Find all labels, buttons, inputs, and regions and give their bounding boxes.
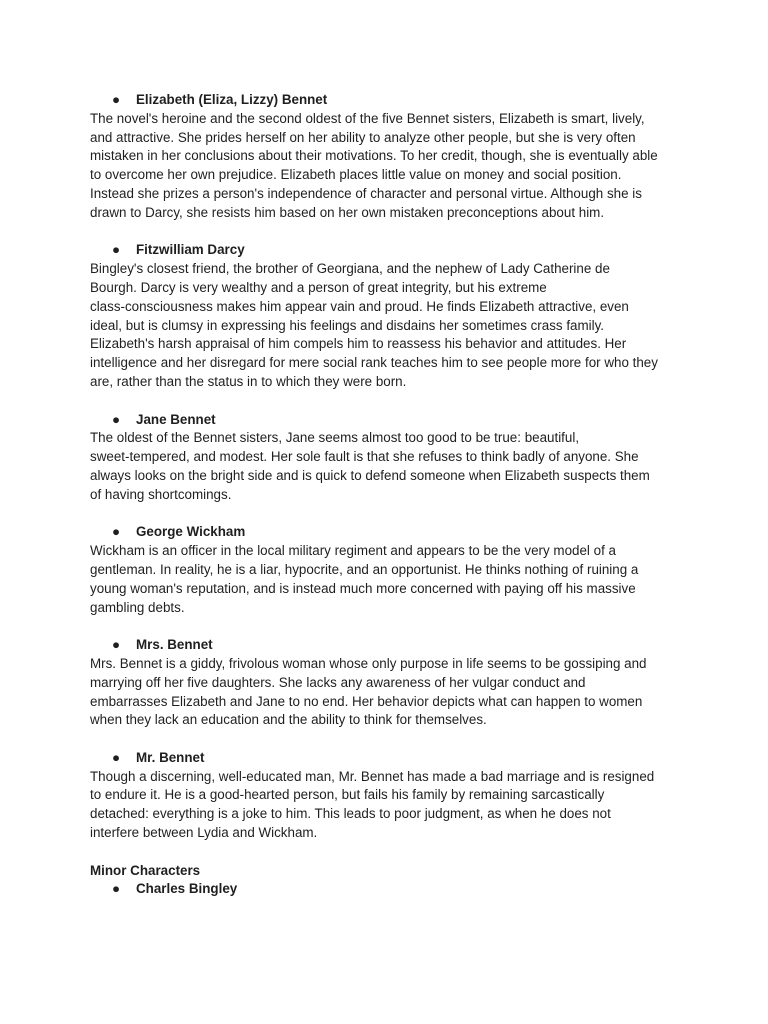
bullet-icon: ●: [112, 242, 121, 258]
character-name: Mrs. Bennet: [136, 637, 213, 653]
character-heading: [90, 91, 690, 110]
text-line: detached: everything is a joke to him. This leads to poor judgment, as when he does not: [90, 806, 611, 822]
text-line: sweet-tempered, and modest. Her sole fault is that she refuses to think badly of anyone. She: [90, 449, 639, 465]
text-line: Mrs. Bennet is a giddy, frivolous woman whose only purpose in life seems to be gossiping and: [90, 655, 647, 671]
character-section: [90, 749, 690, 843]
character-name: Mr. Bennet: [136, 749, 205, 765]
text-line: The oldest of the Bennet sisters, Jane seems almost too good to be true: beautiful,: [90, 430, 580, 446]
character-description: [90, 429, 690, 504]
character-heading: [90, 411, 690, 430]
minor-characters-heading: Minor Characters: [90, 862, 201, 878]
minor-characters-section: [90, 862, 690, 900]
character-section: [90, 523, 690, 617]
character-name: Jane Bennet: [136, 411, 216, 427]
text-line: always looks on the bright side and is quick to defend someone when Elizabeth suspects them: [90, 467, 650, 483]
text-line: Wickham is an officer in the local military regiment and appears to be the very model of a: [90, 543, 616, 559]
character-name: George Wickham: [136, 524, 246, 540]
bullet-icon: ●: [112, 881, 121, 897]
text-line: Bourgh. Darcy is very wealthy and a person of great integrity, but his extreme: [90, 279, 547, 295]
character-description: [90, 655, 690, 730]
text-line: ideal, but is clumsy in expressing his feelings and disdains her sometimes crass family.: [90, 317, 605, 333]
text-line: The novel's heroine and the second oldest of the five Bennet sisters, Elizabeth is smart, lively,: [90, 110, 645, 126]
text-line: to endure it. He is a good-hearted person, but fails his family by remaining sarcastically: [90, 787, 605, 803]
text-line: and attractive. She prides herself on her ability to analyze other people, but she is very often: [90, 129, 636, 145]
text-line: Elizabeth's harsh appraisal of him compels him to reassess his behavior and attitudes. Her: [90, 336, 627, 352]
document-content: [90, 91, 690, 899]
text-line: drawn to Darcy, she resists him based on her own mistaken preconceptions about him.: [90, 204, 605, 220]
character-section: [90, 636, 690, 730]
character-description: [90, 260, 690, 392]
text-line: of having shortcomings.: [90, 486, 232, 502]
text-line: class-consciousness makes him appear vain and proud. He finds Elizabeth attractive, even: [90, 298, 629, 314]
character-name: Fitzwilliam Darcy: [136, 242, 245, 258]
text-line: when they lack an education and the ability to think for themselves.: [90, 712, 487, 728]
character-heading: [90, 241, 690, 260]
character-description: [90, 768, 690, 843]
character-description: [90, 542, 690, 617]
text-line: intelligence and her disregard for mere social rank teaches him to see people more for who they: [90, 355, 658, 371]
text-line: Bingley's closest friend, the brother of Georgiana, and the nephew of Lady Catherine de: [90, 261, 610, 277]
character-heading: [90, 636, 690, 655]
character-name: Elizabeth (Eliza, Lizzy) Bennet: [136, 92, 328, 107]
text-line: embarrasses Elizabeth and Jane to no end. Her behavior depicts what can happen to women: [90, 693, 643, 709]
character-section: [90, 411, 690, 505]
text-line: marrying off her five daughters. She lacks any awareness of her vulgar conduct and: [90, 674, 586, 690]
text-line: mistaken in her conclusions about their motivations. To her credit, though, she is eventually able: [90, 148, 658, 164]
text-line: to overcome her own prejudice. Elizabeth places little value on money and social position.: [90, 167, 622, 183]
text-line: interfere between Lydia and Wickham.: [90, 825, 318, 841]
character-name: Charles Bingley: [136, 881, 238, 897]
text-line: gambling debts.: [90, 599, 185, 615]
bullet-icon: ●: [112, 92, 121, 107]
minor-character-item: [90, 880, 690, 899]
text-line: Though a discerning, well-educated man, Mr. Bennet has made a bad marriage and is resigned: [90, 768, 655, 784]
text-line: are, rather than the status in to which they were born.: [90, 373, 407, 389]
bullet-icon: ●: [112, 749, 121, 765]
bullet-icon: ●: [112, 411, 121, 427]
bullet-icon: ●: [112, 524, 121, 540]
character-heading: [90, 749, 690, 768]
text-line: young woman's reputation, and is instead much more concerned with paying off his massive: [90, 580, 636, 596]
character-section: [90, 91, 690, 223]
character-description: [90, 110, 690, 223]
bullet-icon: ●: [112, 637, 121, 653]
character-section: [90, 241, 690, 391]
text-line: gentleman. In reality, he is a liar, hypocrite, and an opportunist. He thinks nothing of ruining a: [90, 561, 639, 577]
character-heading: [90, 523, 690, 542]
text-line: Instead she prizes a person's independence of character and personal virtue. Although she is: [90, 185, 642, 201]
